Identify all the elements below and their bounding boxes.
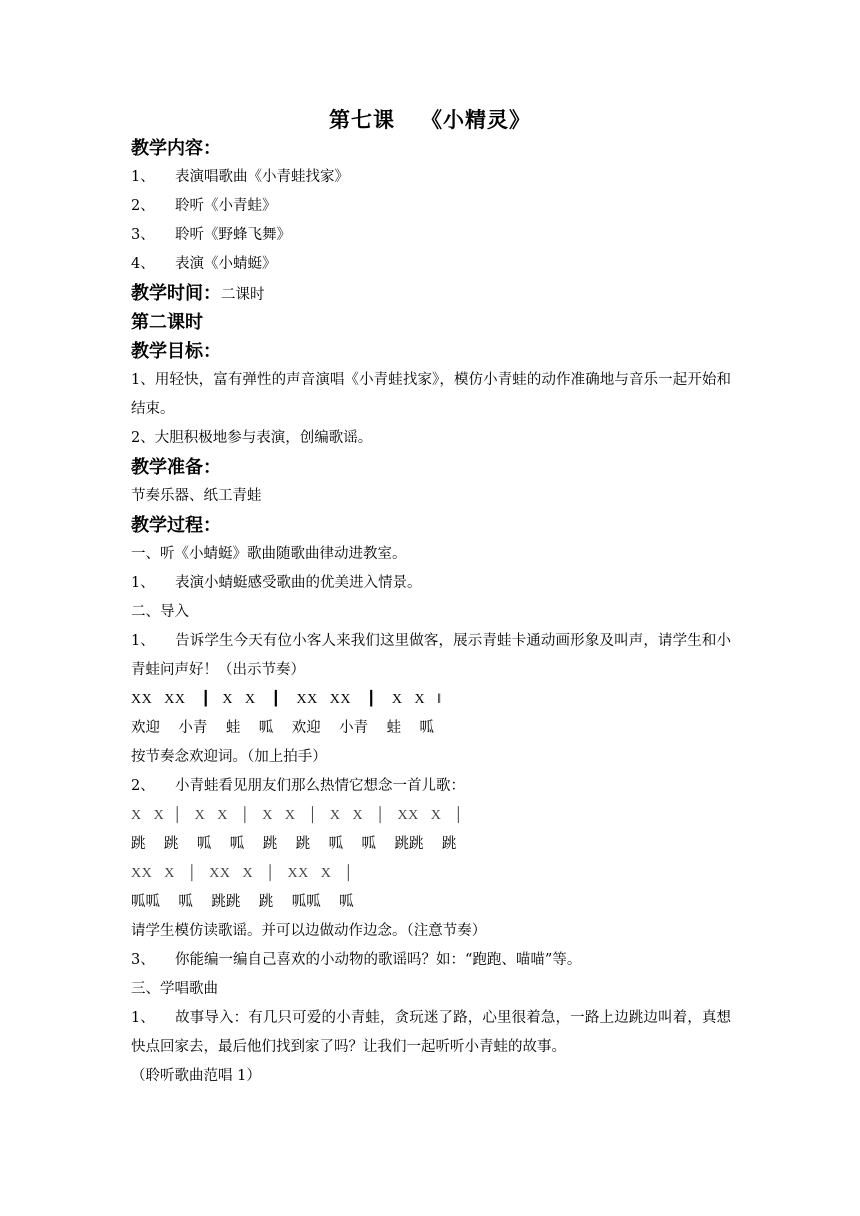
process-item: 1、 告诉学生今天有位小客人来我们这里做客，展示青蛙卡通动画形象及叫声，请学生和小青蛙问声好！（出示节奏） [131,633,731,678]
section-title: 三、学唱歌曲 [131,981,218,997]
process-item: 3、 你能编一编自己喜欢的小动物的歌谣吗？如：“跑跑、喵喵”等。 [131,952,582,968]
document-body [131,134,731,1091]
content-item: 3、 聆听《野蜂飞舞》 [131,227,291,243]
lesson-number: 第七课 [329,108,395,132]
goals-heading: 教学目标： [131,341,221,362]
prep-text: 节奏乐器、纸工青蛙 [131,488,262,504]
content-item: 4、 表演《小蜻蜓》 [131,256,277,272]
page-title [0,104,860,134]
process-item: 1、 故事导入：有几只可爱的小青蛙，贪玩迷了路，心里很着急，一路上边跳边叫着，真想快点回家去，最后他们找到家了吗？让我们一起听听小青蛙的故事。 [131,1010,731,1055]
time-value: 二课时 [221,287,265,303]
rhythm-line: XX XX ┃ X X ┃ XX XX ┃ X X ‖ [131,692,442,707]
goal-item: 2、大胆积极地参与表演，创编歌谣。 [131,430,373,446]
rhythm-line: XX X │ XX X │ XX X │ [131,866,354,881]
lyrics-line: 呱呱 呱 跳跳 跳 呱呱 呱 [131,894,354,910]
rhythm-line: X X │ X X │ X X │ X X │ XX X │ [131,808,464,823]
process-note: 请学生模仿读歌谣。并可以边做动作边念。（注意节奏） [131,923,487,939]
prep-heading: 教学准备： [131,457,221,478]
section-title: 二、导入 [131,604,189,620]
content-heading: 教学内容： [131,138,221,159]
lesson-name: 《小精灵》 [421,108,531,132]
lyrics-line: 欢迎 小青 蛙 呱 欢迎 小青 蛙 呱 [131,720,435,736]
goal-item: 1、用轻快，富有弹性的声音演唱《小青蛙找家》，模仿小青蛙的动作准确地与音乐一起开始和结束。 [131,372,731,417]
lyrics-line: 跳 跳 呱 呱 跳 跳 呱 呱 跳跳 跳 [131,836,457,852]
process-heading: 教学过程： [131,515,221,536]
process-item: 2、 小青蛙看见朋友们那么热情它想念一首儿歌： [131,778,465,794]
section-title: 一、听《小蜻蜓》歌曲随歌曲律动进教室。 [131,546,407,562]
process-item: 1、 表演小蜻蜓感受歌曲的优美进入情景。 [131,575,422,591]
process-note: （聆听歌曲范唱 1） [131,1068,261,1084]
time-line: 教学时间：二课时 [131,283,265,304]
content-item: 1、 表演唱歌曲《小青蛙找家》 [131,169,349,185]
process-note: 按节奏念欢迎词。（加上拍手） [131,749,327,765]
session-heading: 第二课时 [131,312,203,333]
content-item: 2、 聆听《小青蛙》 [131,198,277,214]
